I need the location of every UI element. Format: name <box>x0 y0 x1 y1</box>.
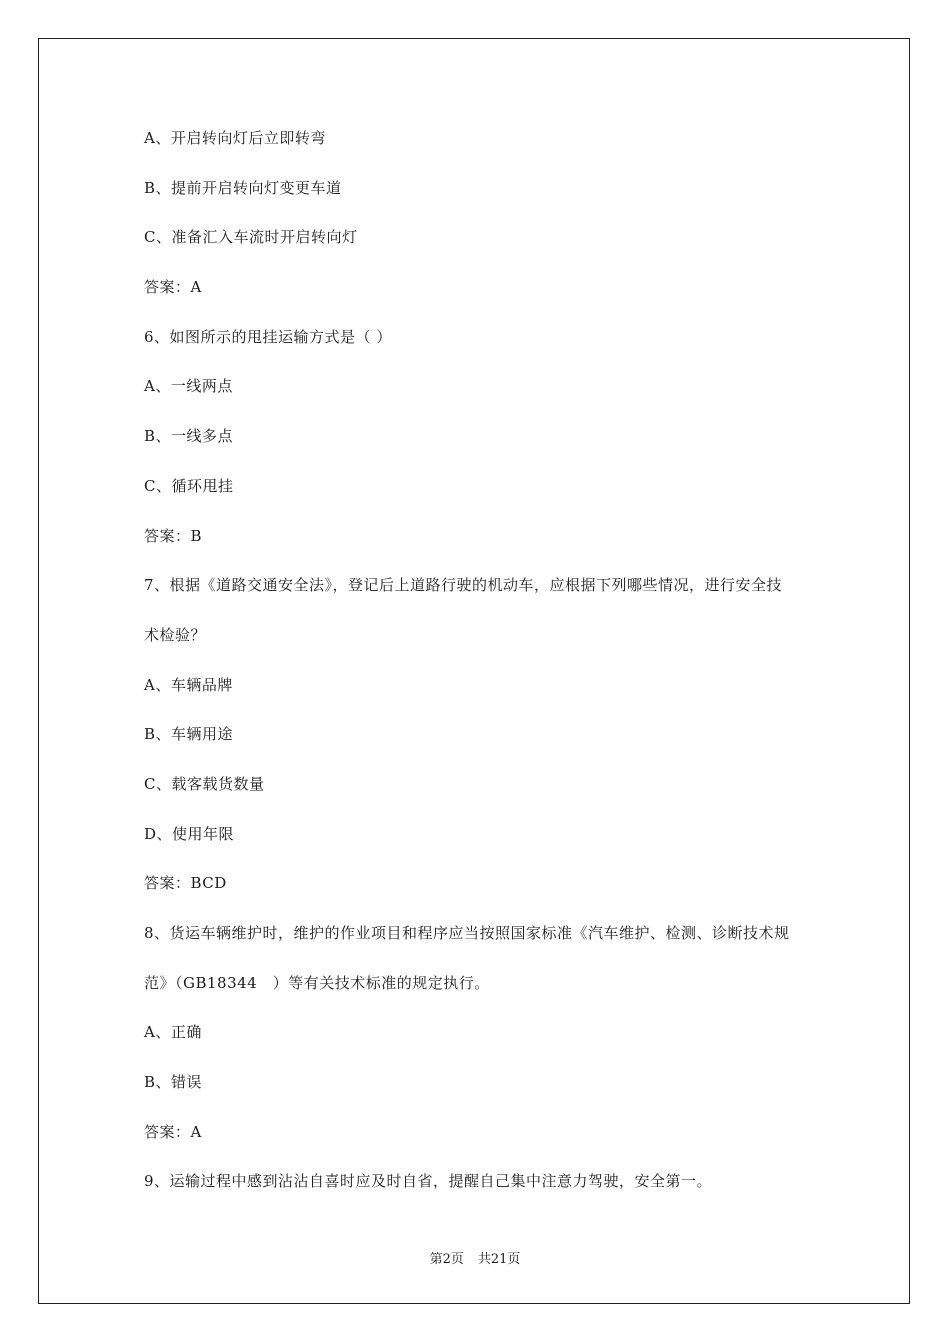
page-footer <box>0 1248 950 1267</box>
option-a: A、一线两点 <box>144 377 233 396</box>
option-c: C、准备汇入车流时开启转向灯 <box>144 228 358 247</box>
answer: 答案：BCD <box>144 874 227 893</box>
option-d: D、使用年限 <box>144 824 235 843</box>
option-b: B、一线多点 <box>144 427 234 446</box>
option-a: A、开启转向灯后立即转弯 <box>144 129 326 147</box>
option-a: A、正确 <box>144 1023 202 1042</box>
document-body <box>144 128 824 1221</box>
question-7: 7、根据《道路交通安全法》，登记后上道路行驶的机动车，应根据下列哪些情况，进行安全技 <box>144 576 783 595</box>
option-b: B、提前开启转向灯变更车道 <box>144 178 342 197</box>
question-6: 6、如图所示的甩挂运输方式是（ ） <box>144 327 392 346</box>
question-8-continued: 范》（GB18344 ）等有关技术标准的规定执行。 <box>144 973 490 992</box>
option-b: B、错误 <box>144 1073 203 1092</box>
question-9: 9、运输过程中感到沾沾自喜时应及时自省，提醒自己集中注意力驾驶，安全第一。 <box>144 1172 713 1191</box>
page-total: 共21页 <box>477 1252 521 1267</box>
option-c: C、载客载货数量 <box>144 774 265 793</box>
option-a: A、车辆品牌 <box>144 675 233 694</box>
page-number: 第2页 <box>429 1252 464 1267</box>
option-c: C、循环甩挂 <box>144 476 234 495</box>
answer: 答案：A <box>144 278 202 297</box>
option-b: B、车辆用途 <box>144 725 234 744</box>
answer: 答案：A <box>144 1122 202 1141</box>
question-7-continued: 术检验？ <box>144 625 207 644</box>
question-8: 8、货运车辆维护时，维护的作业项目和程序应当按照国家标准《汽车维护、检测、诊断技术规 <box>144 924 790 942</box>
answer: 答案：B <box>144 526 203 545</box>
